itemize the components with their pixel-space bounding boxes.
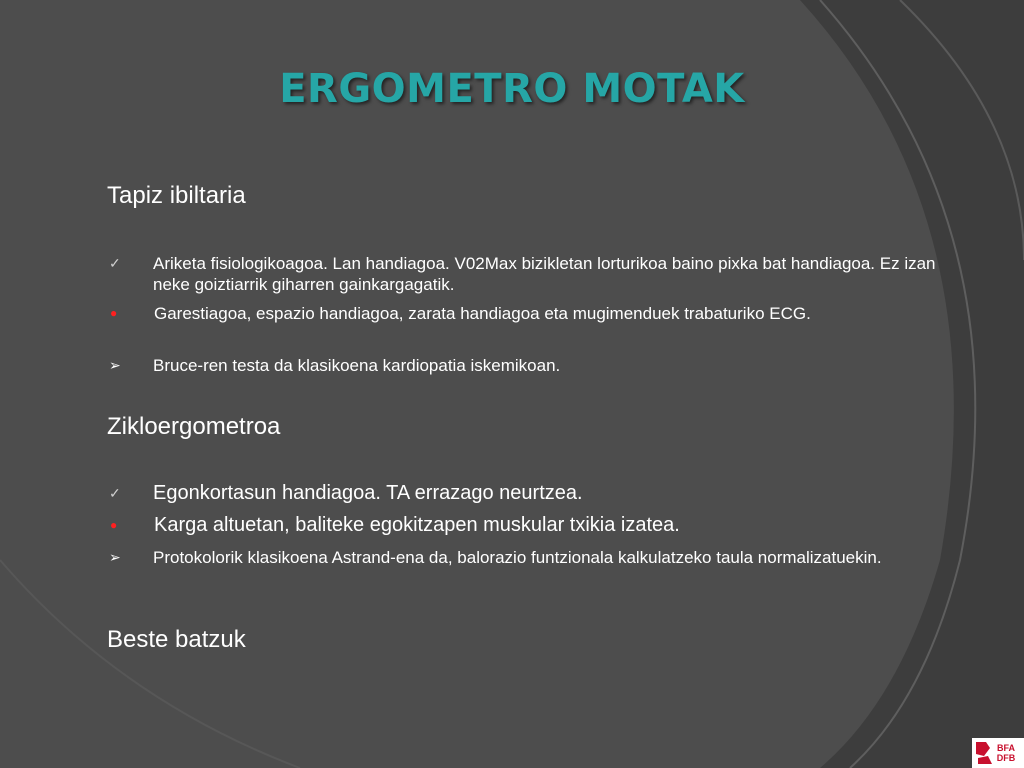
list-item-text: Egonkortasun handiagoa. TA errazago neurtzea. (153, 482, 583, 504)
list-item-text: Ariketa fisiologikoagoa. Lan handiagoa. V02Max bizikletan lorturikoa baino pixka bat handiagoa. Ez izan neke goiztiarrik giharren gainkargagatik. (153, 254, 936, 294)
logo-text-bottom: DFB (996, 753, 1016, 763)
section-heading-tapiz: Tapiz ibiltaria (107, 182, 246, 209)
list-item (107, 481, 937, 506)
list-item (107, 253, 937, 295)
check-icon: ✓ (109, 255, 121, 271)
bfa-dfb-logo (972, 736, 1024, 768)
list-item-text: Karga altuetan, baliteke egokitzapen muskular txikia izatea. (154, 514, 680, 536)
section-heading-beste: Beste batzuk (107, 626, 246, 653)
arrow-icon: ➢ (109, 549, 121, 565)
list-item (107, 513, 937, 538)
logo-text-top: BFA (997, 743, 1015, 753)
list-item (107, 303, 937, 324)
list-item (107, 355, 937, 376)
red-dot-icon: ● (110, 518, 118, 532)
red-dot-icon: ● (110, 306, 118, 320)
arrow-icon: ➢ (109, 357, 121, 373)
list-item-text: Protokolorik klasikoena Astrand-ena da, balorazio funtzionala kalkulatzeko taula normalizatuekin. (153, 548, 882, 567)
list-item (107, 547, 937, 568)
check-icon: ✓ (109, 485, 121, 501)
section-heading-zikloergometroa: Zikloergometroa (107, 413, 281, 440)
slide-title: ERGOMETRO MOTAK (279, 66, 745, 112)
list-item-text: Bruce-ren testa da klasikoena kardiopatia iskemikoan. (153, 356, 561, 375)
list-item-text: Garestiagoa, espazio handiagoa, zarata handiagoa eta mugimenduek trabaturiko ECG. (154, 304, 811, 323)
